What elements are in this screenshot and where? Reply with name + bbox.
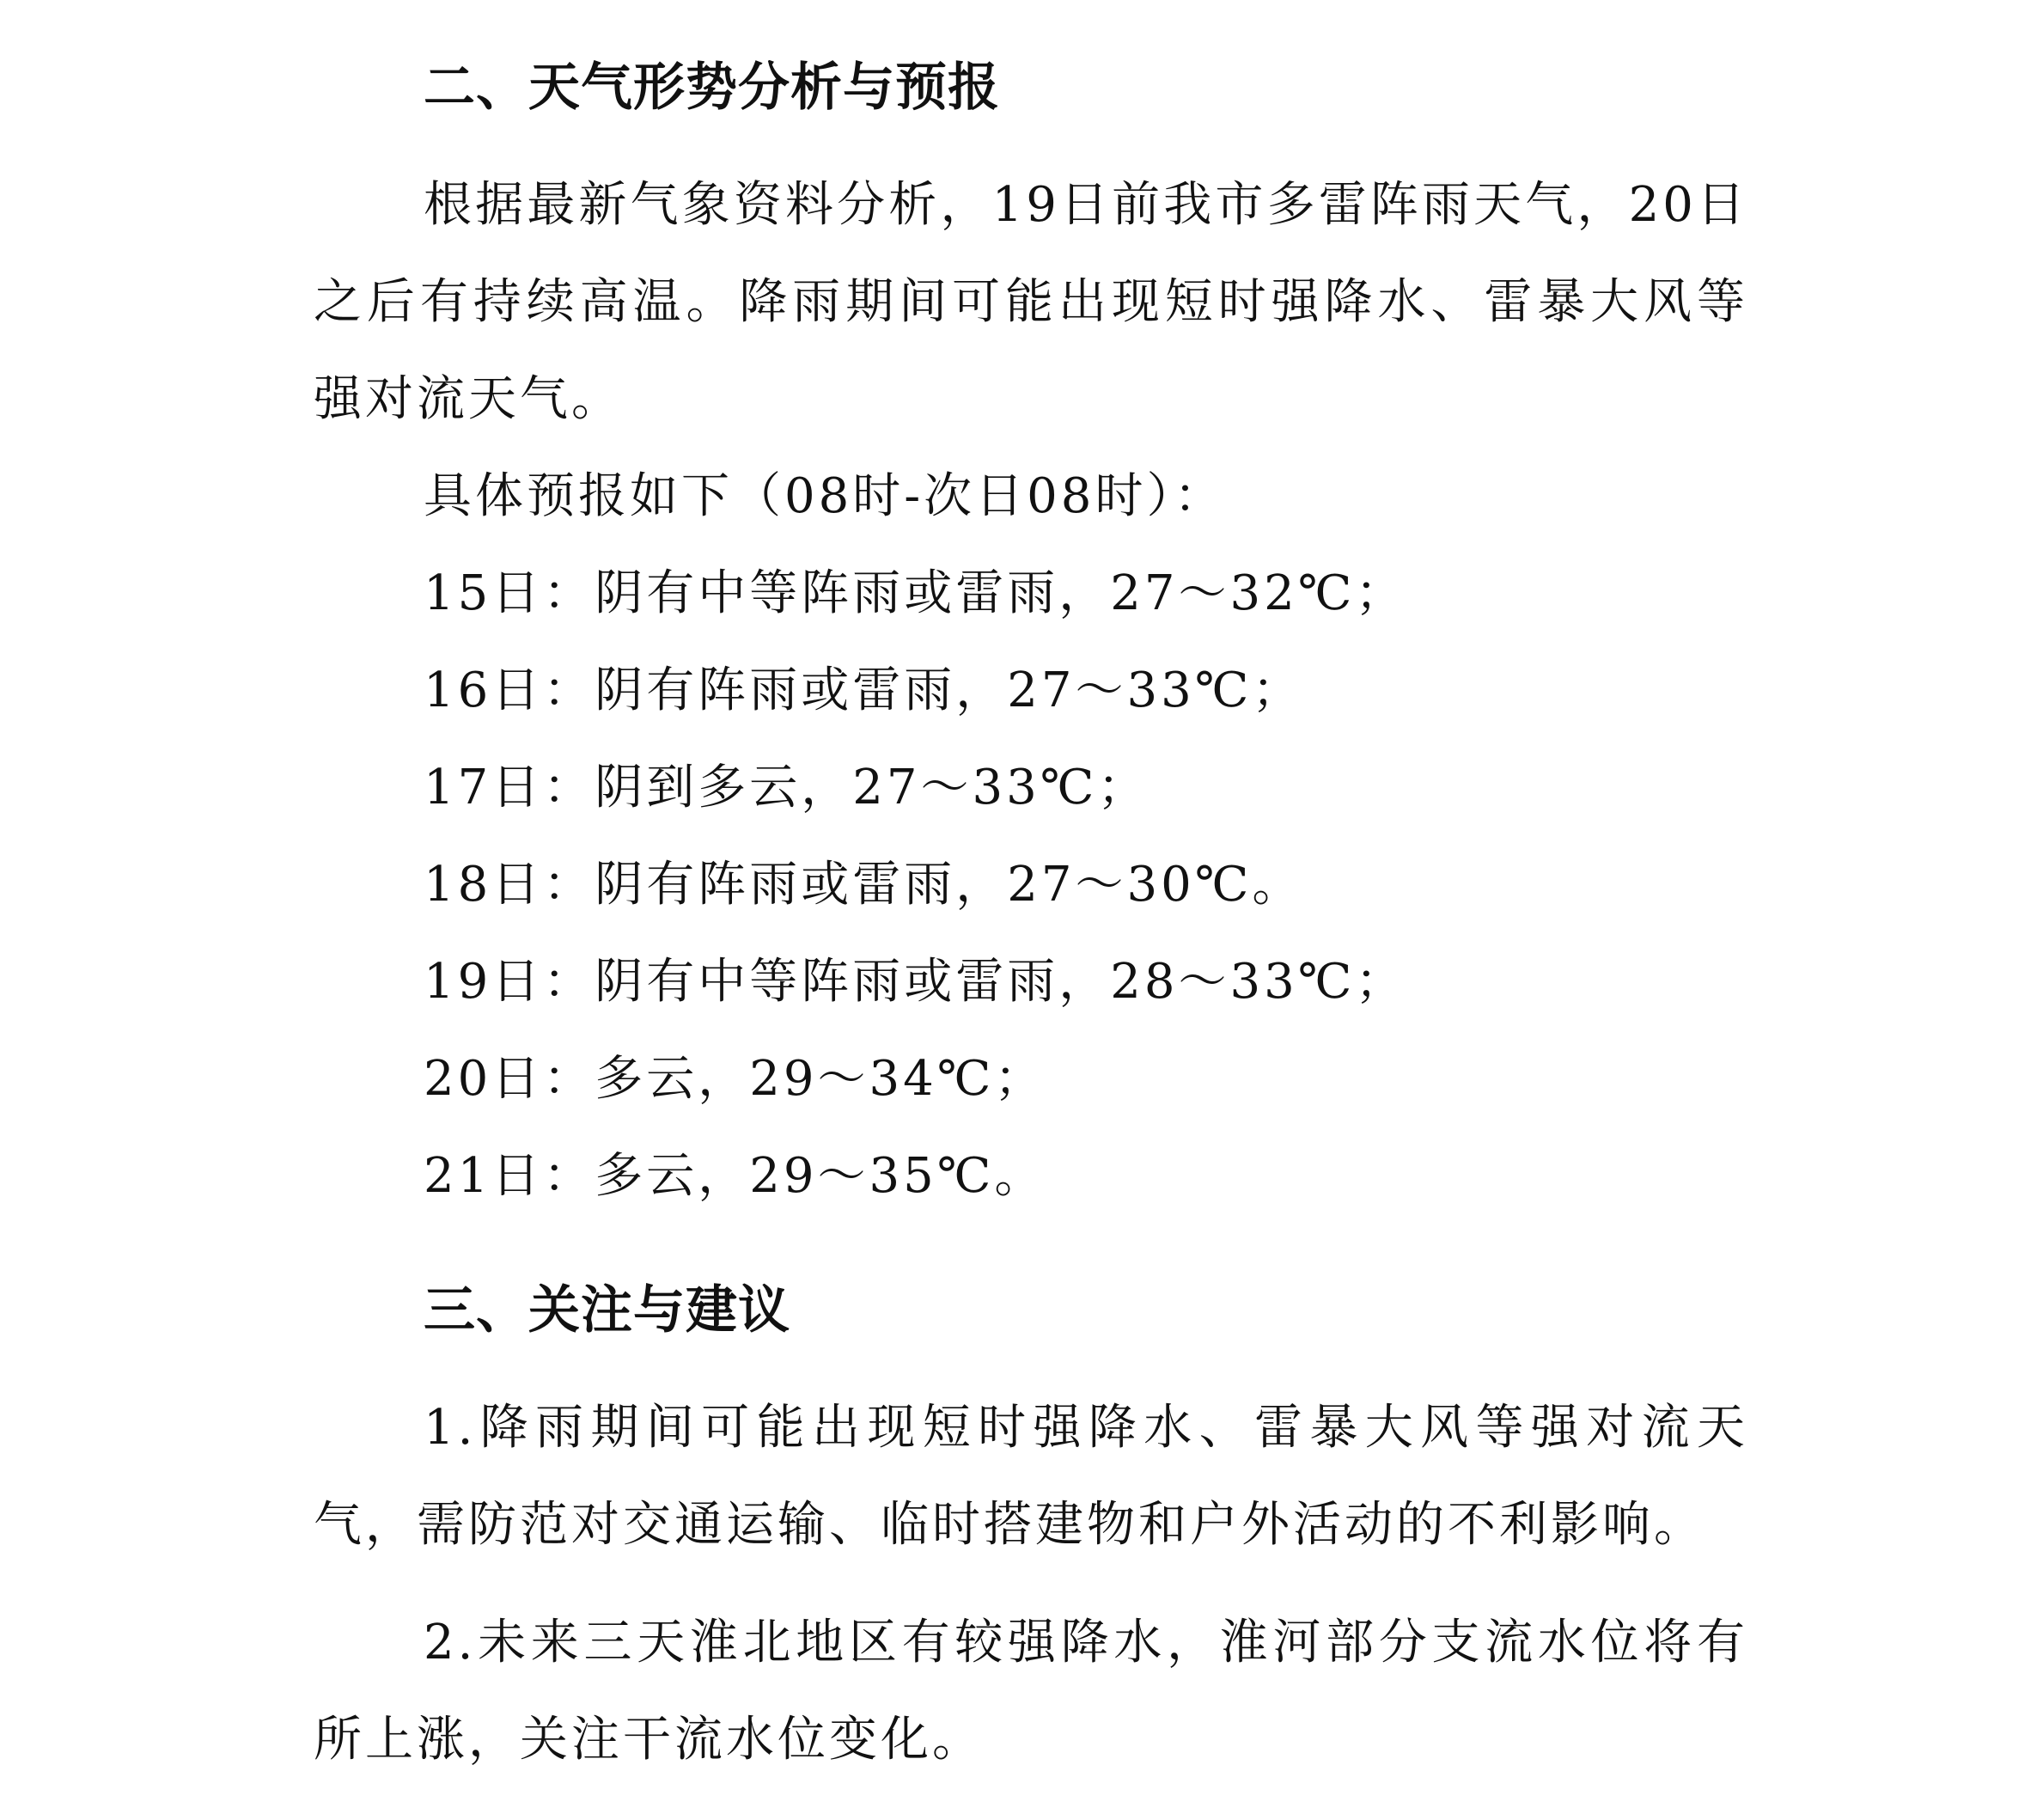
forecast-list: [314, 545, 1748, 1225]
analysis-paragraph: 根据最新气象资料分析，19日前我市多雷阵雨天气，20日之后有持续高温。降雨期间可能出现短时强降水、雷暴大风等强对流天气。: [314, 177, 1748, 427]
section-heading-suggestions: 三、关注与建议: [424, 1280, 790, 1341]
forecast-item: 19日：阴有中等阵雨或雷雨，28～33℃；: [424, 954, 1407, 1010]
document-page: [314, 53, 1748, 1788]
forecast-item: 21日：多云，29～35℃。: [424, 1148, 1046, 1204]
forecast-item: 15日：阴有中等阵雨或雷雨，27～32℃；: [424, 565, 1407, 621]
forecast-item: 17日：阴到多云，27～33℃；: [424, 760, 1150, 815]
forecast-item: 18日：阴有阵雨或雷雨，27～30℃。: [424, 857, 1304, 913]
suggestion-item: 1.降雨期间可能出现短时强降水、雷暴大风等强对流天气，需防范对交通运输、临时搭建物和户外活动的不利影响。: [314, 1400, 1748, 1553]
section-heading-forecast: 二、天气形势分析与预报: [424, 58, 1000, 118]
forecast-item: 20日：多云，29～34℃；: [424, 1051, 1046, 1107]
suggestion-item: 2.未来三天淮北地区有较强降水，淮河部分支流水位将有所上涨，关注干流水位变化。: [314, 1615, 1748, 1768]
forecast-intro: 具体预报如下（08时-次日08时）：: [424, 468, 1226, 524]
forecast-item: 16日：阴有阵雨或雷雨，27～33℃；: [424, 663, 1304, 718]
